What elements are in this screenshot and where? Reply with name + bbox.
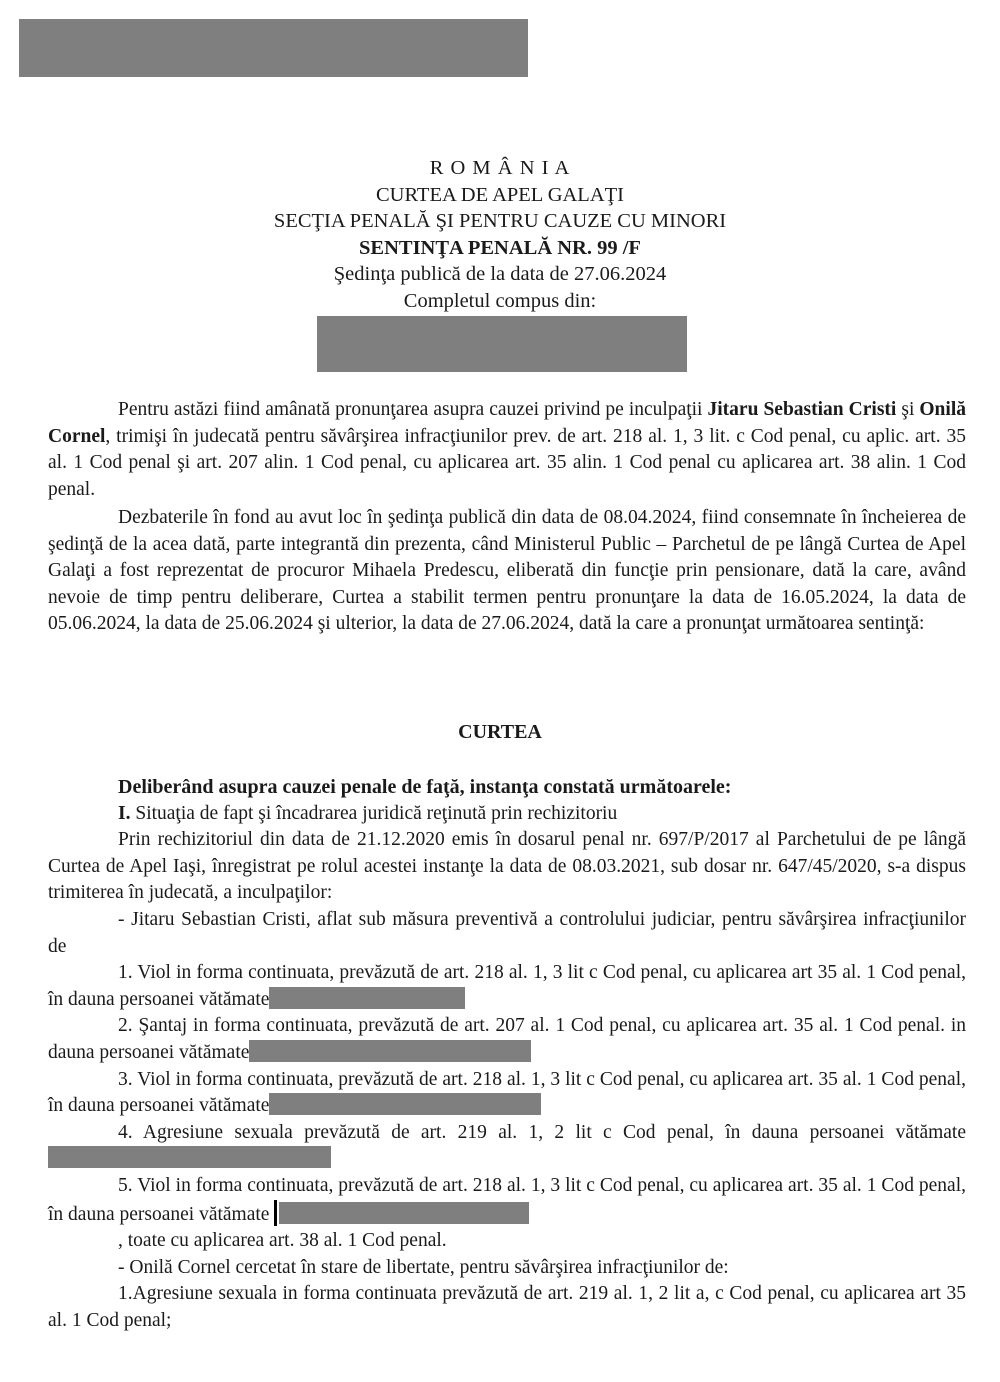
redacted-victim-3 bbox=[269, 1093, 541, 1115]
redacted-victim-2 bbox=[249, 1040, 531, 1062]
charge-3-text: 3. Viol in forma continuata, prevăzută de art. 218 al. 1, 3 lit c Cod penal, cu aplicarea art. 35 al. 1 Cod penal, în dauna persoanei vătămate bbox=[48, 1068, 966, 1117]
charge-3 bbox=[48, 1067, 966, 1120]
redacted-header-block bbox=[19, 19, 528, 77]
charge-4 bbox=[48, 1120, 966, 1173]
charge-2-text: 2. Şantaj in forma continuata, prevăzută de art. 207 al. 1 Cod penal, cu aplicarea art. 35 al. 1 Cod penal. in dauna persoanei vătămate bbox=[48, 1015, 966, 1063]
defendant-2-line: - Onilă Cornel cercetat în stare de libertate, pentru săvârşirea infracţiunilor de: bbox=[118, 1256, 729, 1278]
panel-label: Completul compus din: bbox=[403, 289, 597, 312]
cursor-mark bbox=[274, 1200, 277, 1226]
charge-1 bbox=[48, 960, 966, 1013]
intro-paragraph-1 bbox=[48, 397, 966, 503]
redacted-victim-5 bbox=[279, 1202, 529, 1224]
charge-4-text: 4. Agresiune sexuala prevăzută de art. 219 al. 1, 2 lit c Cod penal, în dauna persoanei vătămate bbox=[118, 1121, 966, 1143]
all-charges-note: , toate cu aplicarea art. 38 al. 1 Cod penal. bbox=[118, 1230, 447, 1252]
document-header bbox=[0, 155, 1000, 314]
redacted-panel-members bbox=[317, 316, 687, 372]
sentence-title: SENTINŢA PENALĂ NR. 99 /F bbox=[359, 236, 641, 259]
intro-text-b: , trimişi în judecată pentru săvârşirea infracţiunilor prev. de art. 218 al. 1, 3 lit. c Cod penal, cu aplic. art. 35 al. 1 Cod penal şi art. 207 alin. 1 Cod penal, cu aplicarea art. 35 alin. 1 Cod penal cu aplicarea art. 38 alin. 1 Cod penal. bbox=[48, 425, 966, 500]
intro-text-a: Pentru astăzi fiind amânată pronunţarea asupra cauzei privind pe inculpaţii bbox=[118, 399, 708, 420]
defendant-name-1: Jitaru Sebastian Cristi bbox=[707, 399, 897, 420]
court-section: SECŢIA PENALĂ ŞI PENTRU CAUZE CU MINORI bbox=[273, 210, 727, 232]
court-title: CURTEA bbox=[458, 721, 542, 743]
charge-1-text: 1. Viol in forma continuata, prevăzută de art. 218 al. 1, 3 lit c Cod penal, cu aplicarea art 35 al. 1 Cod penal, în dauna persoanei vătămate bbox=[48, 962, 966, 1010]
country-line: R O M Â N I A bbox=[429, 157, 571, 179]
charge-5 bbox=[48, 1173, 966, 1228]
indictment-paragraph: Prin rechizitoriul din data de 21.12.2020 emis în dosarul penal nr. 697/P/2017 al Parchetului de pe lângă Curtea de Apel Iaşi, înregistrat pe rolul acestei instanţe la data de 08.03.2021, sub dosar nr. 647/45/2020, s-a dispus trimiterea în judecată, a inculpaţilor: bbox=[48, 829, 966, 904]
redacted-victim-1 bbox=[269, 987, 465, 1009]
redacted-victim-4 bbox=[48, 1146, 331, 1168]
section-i-number: I. bbox=[118, 802, 131, 824]
defendant-name-2: Onilă Cornel bbox=[48, 399, 966, 447]
court-name: CURTEA DE APEL GALAŢI bbox=[376, 183, 624, 206]
intro-paragraph-2: Dezbaterile în fond au avut loc în şedinţa publică din data de 08.04.2024, fiind consemnate în încheierea de şedinţă de la acea dată, parte integrantă din prezenta, când Ministerul Public – Parchetul de pe lângă Curtea de Apel Galaţi a fost reprezentat de procuror Mihaela Predescu, eliberată din funcţie prin pensionare, dată la care, având nevoie de timp pentru deliberare, Curtea a stabilit termen pentru pronunţare la data de 16.05.2024, la data de 05.06.2024, la data de 25.06.2024 şi ulterior, la data de 27.06.2024, dată la care a pronunţat următoarea sentinţă: bbox=[48, 507, 966, 635]
section-i-title bbox=[48, 801, 966, 828]
intro-text-and: şi bbox=[896, 399, 920, 420]
section-i-text: Situaţia de fapt şi încadrarea juridică reţinută prin rechizitoriu bbox=[130, 802, 618, 824]
charge-2 bbox=[48, 1013, 966, 1066]
deliberation-block bbox=[48, 774, 966, 1334]
defendant-1-line: - Jitaru Sebastian Cristi, aflat sub măsura preventivă a controlului judiciar, pentru săvârşirea infracţiunilor de bbox=[48, 908, 966, 957]
session-date: Şedinţa publică de la data de 27.06.2024 bbox=[333, 263, 667, 285]
deliberation-heading: Deliberând asupra cauzei penale de faţă, instanţa constată următoarele: bbox=[118, 776, 732, 798]
charge-b1: 1.Agresiune sexuala in forma continuata prevăzută de art. 219 al. 1, 2 lit a, c Cod penal, cu aplicarea art 35 al. 1 Cod penal; bbox=[48, 1283, 966, 1331]
charge-5-text: 5. Viol in forma continuata, prevăzută de art. 218 al. 1, 3 lit c Cod penal, cu aplicarea art. 35 al. 1 Cod penal, în dauna persoanei vătămate bbox=[48, 1174, 966, 1225]
